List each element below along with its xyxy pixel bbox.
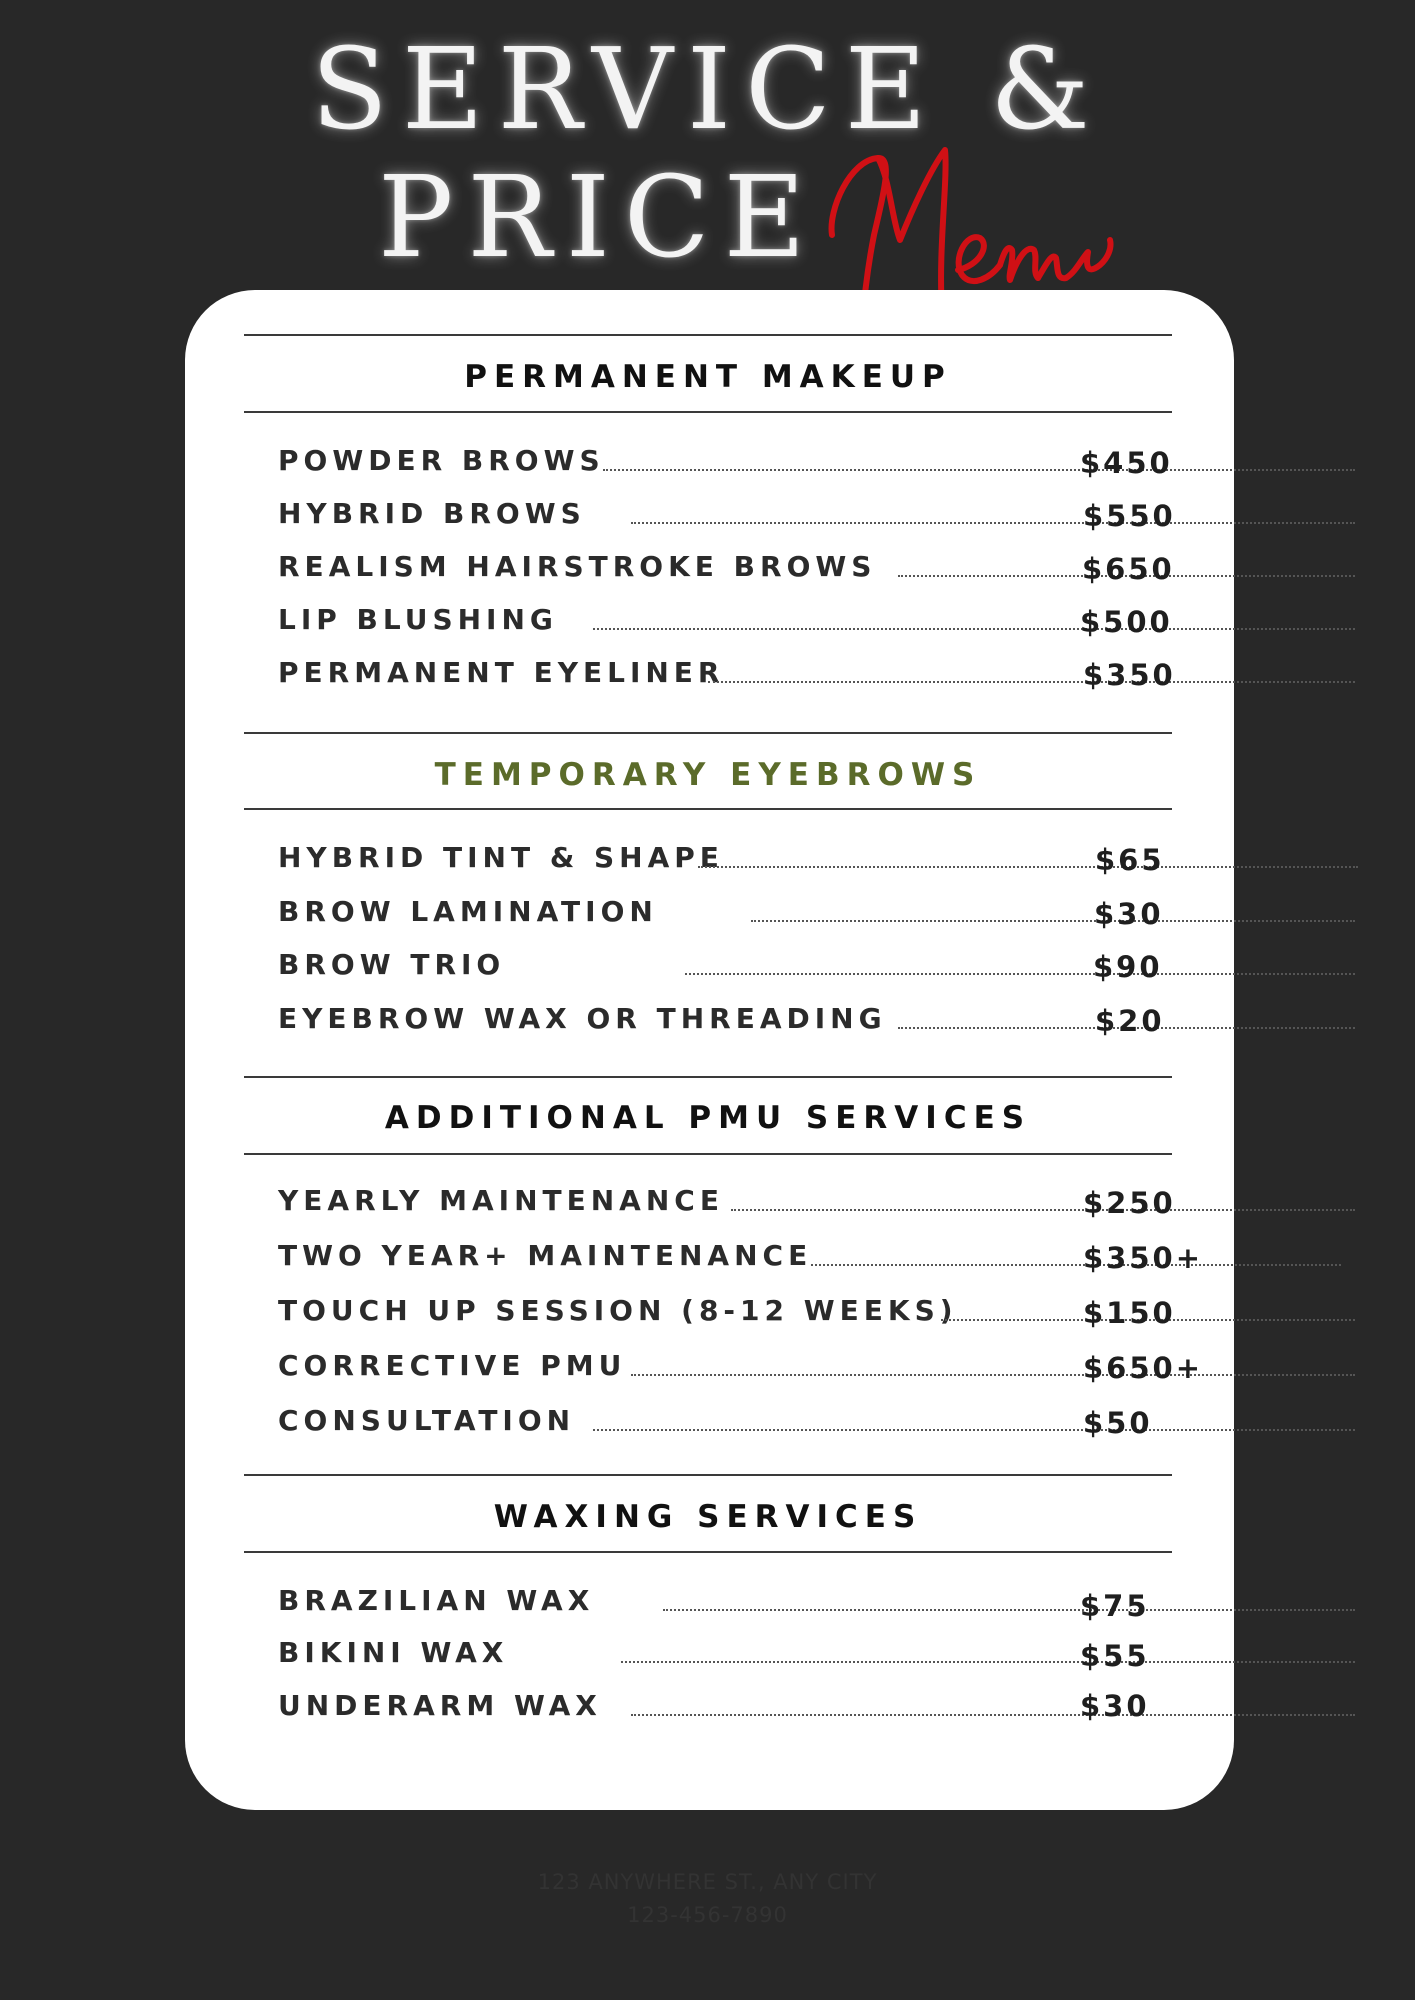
dot-leader: [593, 628, 1355, 630]
service-name: TWO YEAR+ MAINTENANCE: [278, 1239, 813, 1272]
service-name: HYBRID TINT & SHAPE: [278, 841, 724, 874]
service-name: CONSULTATION: [278, 1404, 576, 1437]
footer-phone: 123-456-7890: [627, 1903, 788, 1927]
service-name: BROW TRIO: [278, 948, 506, 981]
service-name: EYEBROW WAX OR THREADING: [278, 1002, 887, 1035]
dot-leader: [621, 1661, 1355, 1663]
service-price: $30: [1094, 897, 1164, 931]
service-price: $550: [1083, 499, 1176, 533]
title-line-1: SERVICE &: [311, 25, 1104, 155]
dot-leader: [631, 522, 1355, 524]
service-price: $55: [1080, 1639, 1150, 1673]
service-name: YEARLY MAINTENANCE: [278, 1184, 724, 1217]
section-title-temporary-eyebrows: TEMPORARY EYEBROWS: [434, 757, 982, 793]
divider: [244, 411, 1172, 413]
section-title-permanent-makeup: PERMANENT MAKEUP: [464, 359, 952, 395]
dot-leader: [751, 920, 1355, 922]
service-price: $350: [1083, 658, 1176, 692]
dot-leader: [685, 973, 1355, 975]
service-name: UNDERARM WAX: [278, 1689, 602, 1722]
service-price: $650+: [1083, 1351, 1204, 1385]
section-title-additional-pmu-services: ADDITIONAL PMU SERVICES: [384, 1100, 1032, 1136]
service-name: BIKINI WAX: [278, 1636, 509, 1669]
service-price: $65: [1095, 843, 1165, 877]
service-name: BROW LAMINATION: [278, 895, 658, 928]
dot-leader: [631, 1374, 1355, 1376]
service-name: TOUCH UP SESSION (8-12 WEEKS): [278, 1294, 958, 1327]
service-price: $150: [1083, 1296, 1176, 1330]
service-price: $75: [1080, 1589, 1150, 1623]
service-name: LIP BLUSHING: [278, 603, 558, 636]
service-price: $350+: [1083, 1241, 1204, 1275]
service-price: $90: [1093, 950, 1163, 984]
dot-leader: [603, 469, 1355, 471]
service-price: $250: [1083, 1186, 1176, 1220]
divider: [244, 808, 1172, 810]
dot-leader: [663, 1609, 1355, 1611]
service-name: PERMANENT EYELINER: [278, 656, 725, 689]
divider: [244, 334, 1172, 336]
divider: [244, 1551, 1172, 1553]
service-name: HYBRID BROWS: [278, 497, 586, 530]
dot-leader: [811, 1264, 1341, 1266]
divider: [244, 1474, 1172, 1476]
service-price: $500: [1080, 605, 1173, 639]
service-price: $50: [1083, 1406, 1153, 1440]
service-price: $30: [1080, 1689, 1150, 1723]
dot-leader: [631, 1714, 1355, 1716]
service-price: $650: [1082, 552, 1175, 586]
dot-leader: [708, 681, 1355, 683]
divider: [244, 732, 1172, 734]
dot-leader: [698, 866, 1358, 868]
service-name: BRAZILIAN WAX: [278, 1584, 595, 1617]
service-name: CORRECTIVE PMU: [278, 1349, 627, 1382]
dot-leader: [593, 1429, 1355, 1431]
dot-leader: [731, 1209, 1355, 1211]
divider: [244, 1153, 1172, 1155]
divider: [244, 1076, 1172, 1078]
service-name: REALISM HAIRSTROKE BROWS: [278, 550, 877, 583]
service-price: $20: [1095, 1004, 1165, 1038]
title-line-2: PRICE: [378, 153, 820, 283]
footer-address: 123 ANYWHERE ST., ANY CITY: [537, 1870, 878, 1894]
service-price: $450: [1080, 446, 1173, 480]
section-title-waxing-services: WAXING SERVICES: [493, 1499, 923, 1535]
service-name: POWDER BROWS: [278, 444, 605, 477]
